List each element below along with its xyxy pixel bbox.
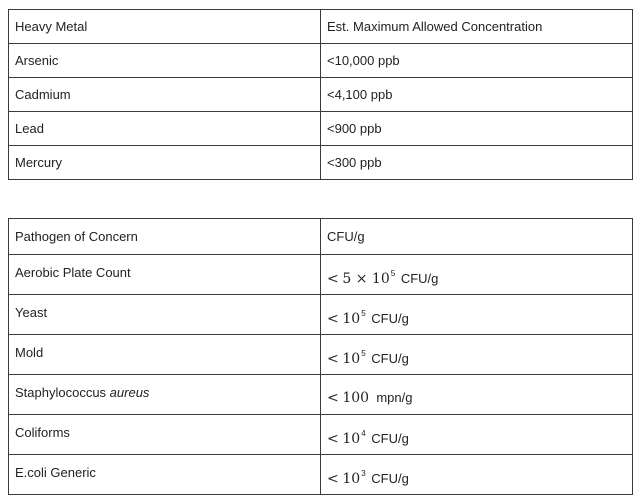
limit-operator: < xyxy=(327,350,339,367)
pathogen-name: Yeast xyxy=(9,295,321,335)
metal-name: Mercury xyxy=(9,146,321,180)
limit-operator: < xyxy=(327,430,339,447)
header-cell: Heavy Metal xyxy=(9,10,321,44)
metal-name: Cadmium xyxy=(9,78,321,112)
pathogen-name-italic: aureus xyxy=(109,385,150,400)
metal-name: Lead xyxy=(9,112,321,146)
limit-operator: < xyxy=(327,270,339,287)
metal-limit: <4,100 ppb xyxy=(321,78,633,112)
limit-operator: < xyxy=(327,310,339,327)
metal-limit: <10,000 ppb xyxy=(321,44,633,78)
limit-coefficient: 5 × xyxy=(342,270,372,287)
metal-name: Arsenic xyxy=(9,44,321,78)
limit-operator: < xyxy=(327,389,339,406)
limit-exponent: 4 xyxy=(361,428,366,438)
pathogen-name: E.coli Generic xyxy=(9,455,321,495)
limit-unit: mpn/g xyxy=(376,389,413,405)
header-cell: Pathogen of Concern xyxy=(9,219,321,255)
table-row xyxy=(9,335,633,375)
limit-base: 10 xyxy=(342,350,361,367)
table-row xyxy=(9,78,633,112)
limit-unit: CFU/g xyxy=(400,270,439,286)
header-cell: CFU/g xyxy=(321,219,633,255)
table-row xyxy=(9,112,633,146)
pathogen-limit xyxy=(321,255,633,295)
pathogen-limit xyxy=(321,455,633,495)
table-row xyxy=(9,415,633,455)
pathogens-table xyxy=(8,218,633,495)
table-row xyxy=(9,455,633,495)
pathogen-limit xyxy=(321,375,633,415)
pathogen-name: Mold xyxy=(9,335,321,375)
table-row xyxy=(9,255,633,295)
pathogen-name: Aerobic Plate Count xyxy=(9,255,321,295)
limit-base: 10 xyxy=(342,310,361,327)
metal-limit: <300 ppb xyxy=(321,146,633,180)
limit-exponent: 5 xyxy=(361,308,366,318)
pathogen-limit xyxy=(321,335,633,375)
limit-exponent: 3 xyxy=(361,468,366,478)
table-row xyxy=(9,375,633,415)
table-header-row xyxy=(9,219,633,255)
limit-base: 10 xyxy=(342,430,361,447)
limit-unit: CFU/g xyxy=(371,350,409,366)
metal-limit: <900 ppb xyxy=(321,112,633,146)
table-row xyxy=(9,44,633,78)
table-row xyxy=(9,295,633,335)
limit-unit: CFU/g xyxy=(371,430,409,446)
pathogen-limit xyxy=(321,295,633,335)
limit-operator: < xyxy=(327,470,339,487)
header-cell: Est. Maximum Allowed Concentration xyxy=(321,10,633,44)
pathogen-name xyxy=(9,375,321,415)
limit-value: 100 xyxy=(342,389,370,406)
table-header-row xyxy=(9,10,633,44)
limit-unit: CFU/g xyxy=(371,470,409,486)
pathogen-name: Coliforms xyxy=(9,415,321,455)
limit-unit: CFU/g xyxy=(371,310,409,326)
table-row xyxy=(9,146,633,180)
heavy-metals-table xyxy=(8,9,633,180)
pathogen-limit xyxy=(321,415,633,455)
limit-base: 10 xyxy=(371,270,390,287)
limit-exponent: 5 xyxy=(361,348,366,358)
pathogen-name-prefix: Staphylococcus xyxy=(15,385,110,400)
limit-base: 10 xyxy=(342,470,361,487)
limit-exponent: 5 xyxy=(390,268,396,278)
